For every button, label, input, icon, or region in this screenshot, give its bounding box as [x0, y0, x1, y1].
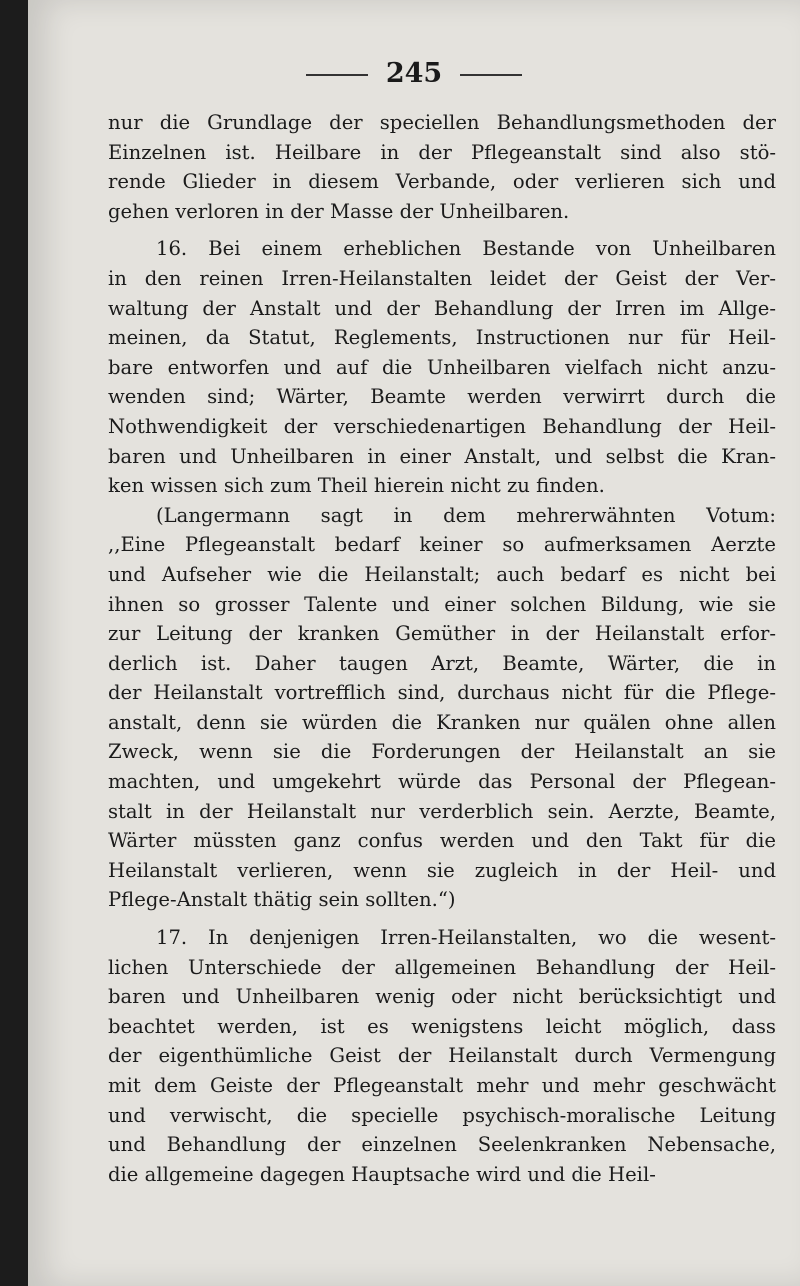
text-line: und verwischt, die specielle psychisch-moralische Leitung	[108, 1103, 776, 1127]
text-line: zur Leitung der kranken Gemüther in der Heilanstalt erfor-	[108, 622, 776, 646]
text-line: und Behandlung der einzelnen Seelenkranken Nebensache,	[108, 1133, 776, 1157]
page-header	[28, 58, 800, 89]
text-line: meinen, da Statut, Reglements, Instructionen nur für Heil-	[108, 326, 776, 350]
text-line: beachtet werden, ist es wenigstens leicht möglich, dass	[108, 1014, 776, 1038]
text-line: anstalt, denn sie würden die Kranken nur quälen ohne allen	[108, 710, 776, 734]
text-line: Zweck, wenn sie die Forderungen der Heilanstalt an sie	[108, 740, 776, 764]
text-line: nur die Grundlage der speciellen Behandlungsmethoden der	[108, 111, 776, 134]
text-line: bare entworfen und auf die Unheilbaren vielfach nicht anzu-	[108, 355, 776, 379]
text-line: ,,Eine Pflegeanstalt bedarf keiner so aufmerksamen Aerzte	[108, 533, 776, 557]
text-line: der Heilanstalt vortrefflich sind, durchaus nicht für die Pflege-	[108, 681, 776, 705]
text-line: die allgemeine dagegen Hauptsache wird und die Heil-	[108, 1162, 656, 1186]
text-line: mit dem Geiste der Pflegeanstalt mehr und mehr geschwächt	[108, 1074, 776, 1097]
text-line: der eigenthümliche Geist der Heilanstalt durch Vermengung	[108, 1044, 776, 1068]
book-page	[28, 0, 800, 1286]
text-line: waltung der Anstalt und der Behandlung der Irren im Allge-	[108, 296, 776, 320]
text-line: baren und Unheilbaren wenig oder nicht berücksichtigt und	[108, 985, 776, 1009]
text-line: lichen Unterschiede der allgemeinen Behandlung der Heil-	[108, 955, 776, 979]
text-line: und Aufseher wie die Heilanstalt; auch bedarf es nicht bei	[108, 562, 776, 586]
text-line: Heilanstalt verlieren, wenn sie zugleich in der Heil- und	[108, 858, 776, 882]
text-line: stalt in der Heilanstalt nur verderblich sein. Aerzte, Beamte,	[108, 799, 776, 823]
text-line: Wärter müssten ganz confus werden und den Takt für die	[108, 829, 776, 853]
text-line: ihnen so grosser Talente und einer solchen Bildung, wie sie	[108, 592, 776, 616]
page-number: 245	[385, 58, 443, 89]
text-line: baren und Unheilbaren in einer Anstalt, und selbst die Kran-	[108, 444, 776, 468]
text-line: Einzelnen ist. Heilbare in der Pflegeanstalt sind also stö-	[108, 140, 776, 164]
paragraph	[108, 108, 776, 226]
text-line: Pflege-Anstalt thätig sein sollten.“)	[108, 888, 456, 912]
text-line: wenden sind; Wärter, Beamte werden verwirrt durch die	[108, 385, 776, 409]
text-line: gehen verloren in der Masse der Unheilbaren.	[108, 199, 570, 223]
text-line: in den reinen Irren-Heilanstalten leidet der Geist der Ver-	[108, 266, 776, 290]
text-line: ken wissen sich zum Theil hierein nicht zu finden.	[108, 474, 605, 498]
text-line: (Langermann sagt in dem mehrerwähnten Votum:	[156, 503, 776, 527]
text-line: derlich ist. Daher taugen Arzt, Beamte, Wärter, die in	[108, 651, 776, 675]
text-line: Nothwendigkeit der verschiedenartigen Behandlung der Heil-	[108, 414, 776, 438]
header-rule-right	[460, 74, 522, 76]
paragraph	[108, 234, 776, 915]
text-line: rende Glieder in diesem Verbande, oder verlieren sich und	[108, 170, 776, 194]
page-body	[108, 108, 776, 1189]
text-line: 17. In denjenigen Irren-Heilanstalten, wo die wesent-	[156, 926, 776, 950]
paragraph	[108, 923, 776, 1189]
header-rule-left	[306, 74, 368, 76]
text-line: machten, und umgekehrt würde das Personal der Pflegean-	[108, 770, 776, 794]
text-line: 16. Bei einem erheblichen Bestande von Unheilbaren	[156, 237, 776, 261]
